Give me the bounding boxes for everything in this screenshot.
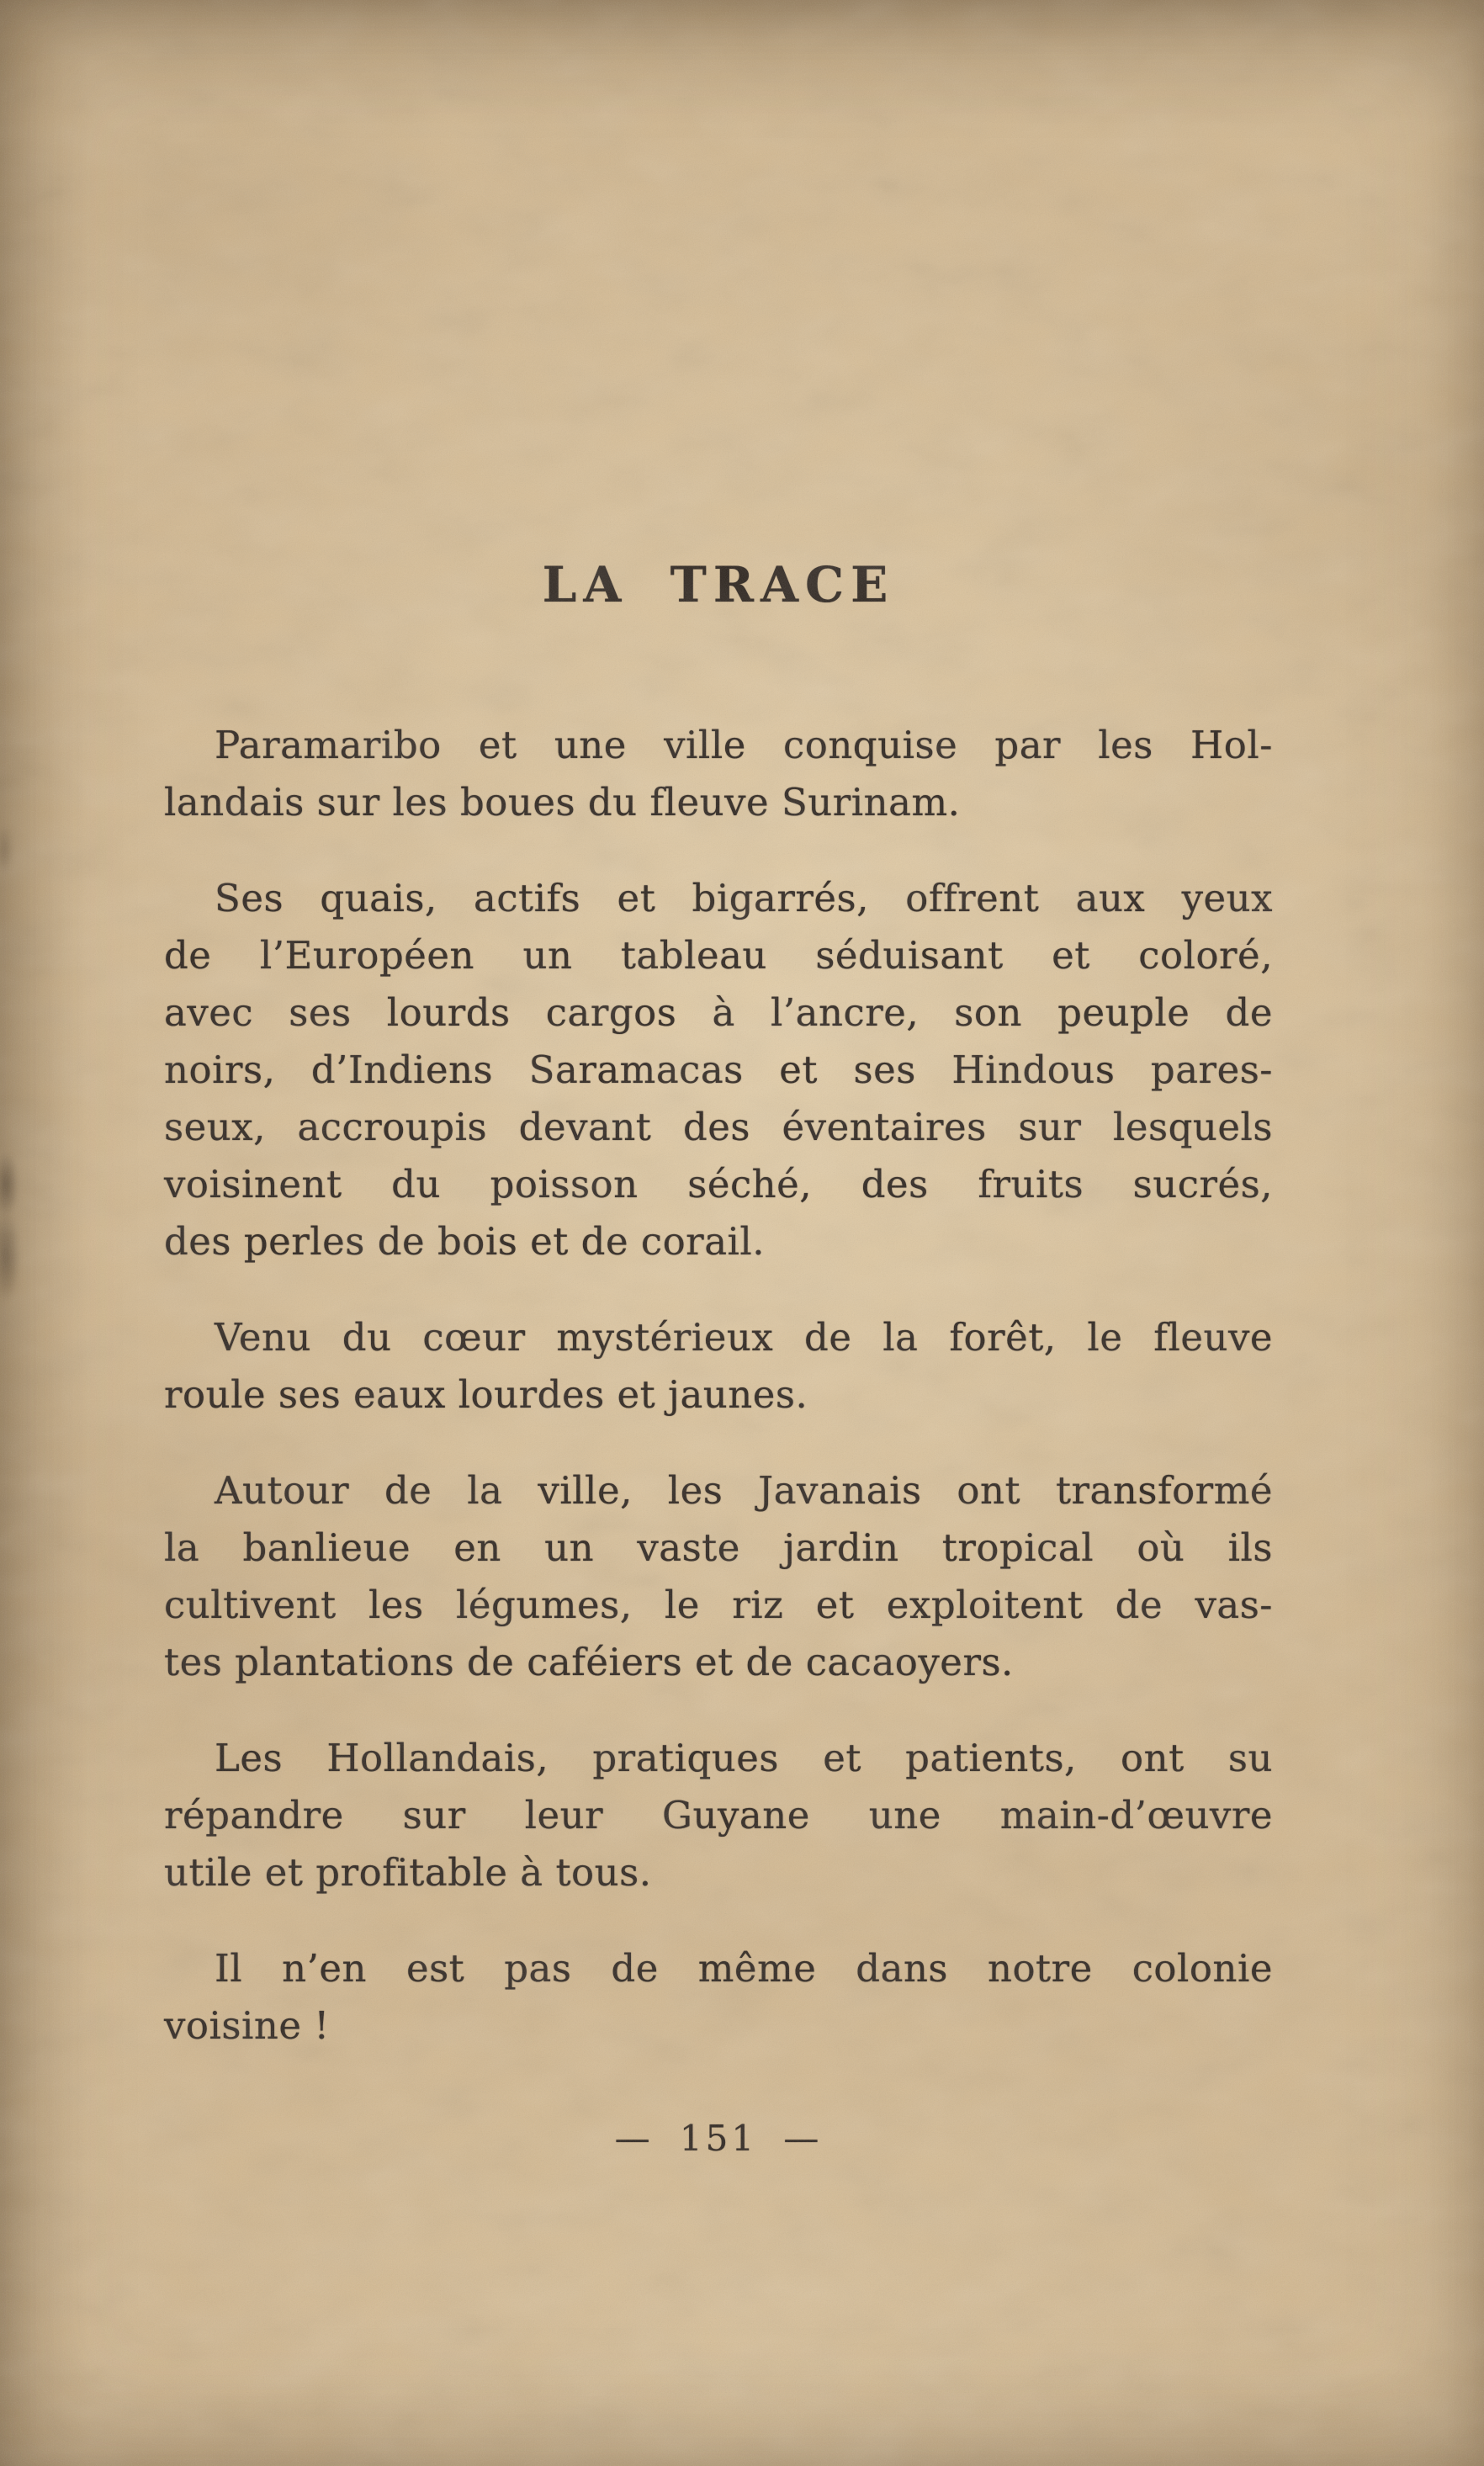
chapter-title: LA TRACE bbox=[542, 556, 895, 613]
paragraph bbox=[164, 870, 1273, 1270]
text-line: Il n’en est pas de même dans notre colonie bbox=[215, 1946, 1273, 1991]
text-line: Ses quais, actifs et bigarrés, offrent aux yeux bbox=[215, 876, 1273, 920]
text-line: roule ses eaux lourdes et jaunes. bbox=[164, 1372, 808, 1417]
text-line: Les Hollandais, pratiques et patients, ont su bbox=[215, 1736, 1273, 1780]
text-line: cultivent les légumes, le riz et exploitent de vas- bbox=[164, 1583, 1273, 1627]
paragraph bbox=[164, 717, 1273, 831]
text-line: Venu du cœur mystérieux de la forêt, le fleuve bbox=[215, 1315, 1273, 1360]
paragraph bbox=[164, 1462, 1273, 1691]
ink-smudge bbox=[0, 825, 13, 875]
text-line: tes plantations de caféiers et de cacaoyers. bbox=[164, 1640, 1014, 1684]
text-line: seux, accroupis devant des éventaires sur lesquels bbox=[164, 1105, 1273, 1149]
text-line: utile et profitable à tous. bbox=[164, 1850, 652, 1895]
paragraph bbox=[164, 1730, 1273, 1901]
ink-smudge bbox=[0, 1210, 20, 1302]
text-line: répandre sur leur Guyane une main-d’œuvre bbox=[164, 1793, 1273, 1838]
paragraph bbox=[164, 1309, 1273, 1424]
page-number: — 151 — bbox=[614, 2118, 823, 2159]
text-line: voisine ! bbox=[164, 2003, 330, 2048]
text-line: de l’Européen un tableau séduisant et coloré, bbox=[164, 933, 1273, 978]
text-line: landais sur les boues du fleuve Surinam. bbox=[164, 780, 961, 825]
text-line: Paramaribo et une ville conquise par les Hol- bbox=[215, 723, 1273, 767]
text-line: Autour de la ville, les Javanais ont transformé bbox=[215, 1468, 1273, 1513]
paragraph bbox=[164, 1940, 1273, 2055]
text-line: noirs, d’Indiens Saramacas et ses Hindous pares- bbox=[164, 1047, 1273, 1092]
text-line: des perles de bois et de corail. bbox=[164, 1219, 766, 1264]
text-block bbox=[164, 717, 1273, 2093]
text-line: voisinent du poisson séché, des fruits sucrés, bbox=[164, 1162, 1273, 1206]
text-line: la banlieue en un vaste jardin tropical où ils bbox=[164, 1525, 1273, 1570]
ink-smudge bbox=[0, 1151, 19, 1218]
text-line: avec ses lourds cargos à l’ancre, son peuple de bbox=[164, 990, 1273, 1035]
